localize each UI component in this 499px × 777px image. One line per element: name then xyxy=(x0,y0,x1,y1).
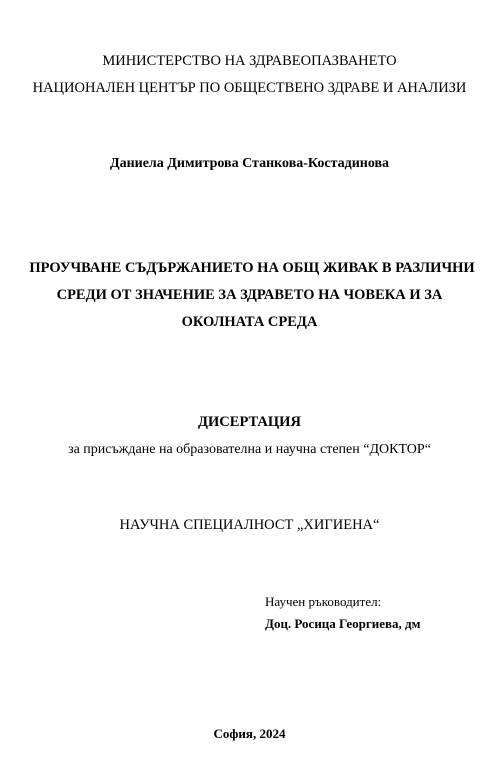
center-name: НАЦИОНАЛЕН ЦЕНТЪР ПО ОБЩЕСТВЕНО ЗДРАВЕ И АНАЛИЗИ xyxy=(32,80,467,96)
thesis-title-line-1: ПРОУЧВАНЕ СЪДЪРЖАНИЕТО НА ОБЩ ЖИВАК В РАЗЛИЧНИ xyxy=(29,260,475,276)
place-and-year: София, 2024 xyxy=(213,726,286,741)
thesis-title-line-3: ОКОЛНАТА СРЕДА xyxy=(181,314,318,330)
supervisor-name: Доц. Росица Георгиева, дм xyxy=(265,616,421,631)
dissertation-heading: ДИСЕРТАЦИЯ xyxy=(198,414,301,430)
dissertation-subtitle: за присъждане на образователна и научна степен “ДОКТОР“ xyxy=(68,442,431,457)
supervisor-label: Научен ръководител: xyxy=(265,594,382,609)
scientific-specialty: НАУЧНА СПЕЦИАЛНОСТ „ХИГИЕНА“ xyxy=(119,517,380,533)
author-name: Даниела Димитрова Станкова-Костадинова xyxy=(109,156,390,171)
ministry-name: МИНИСТЕРСТВО НА ЗДРАВЕОПАЗВАНЕТО xyxy=(102,53,397,69)
thesis-title-line-2: СРЕДИ ОТ ЗНАЧЕНИЕ ЗА ЗДРАВЕТО НА ЧОВЕКА И ЗА xyxy=(56,287,443,303)
